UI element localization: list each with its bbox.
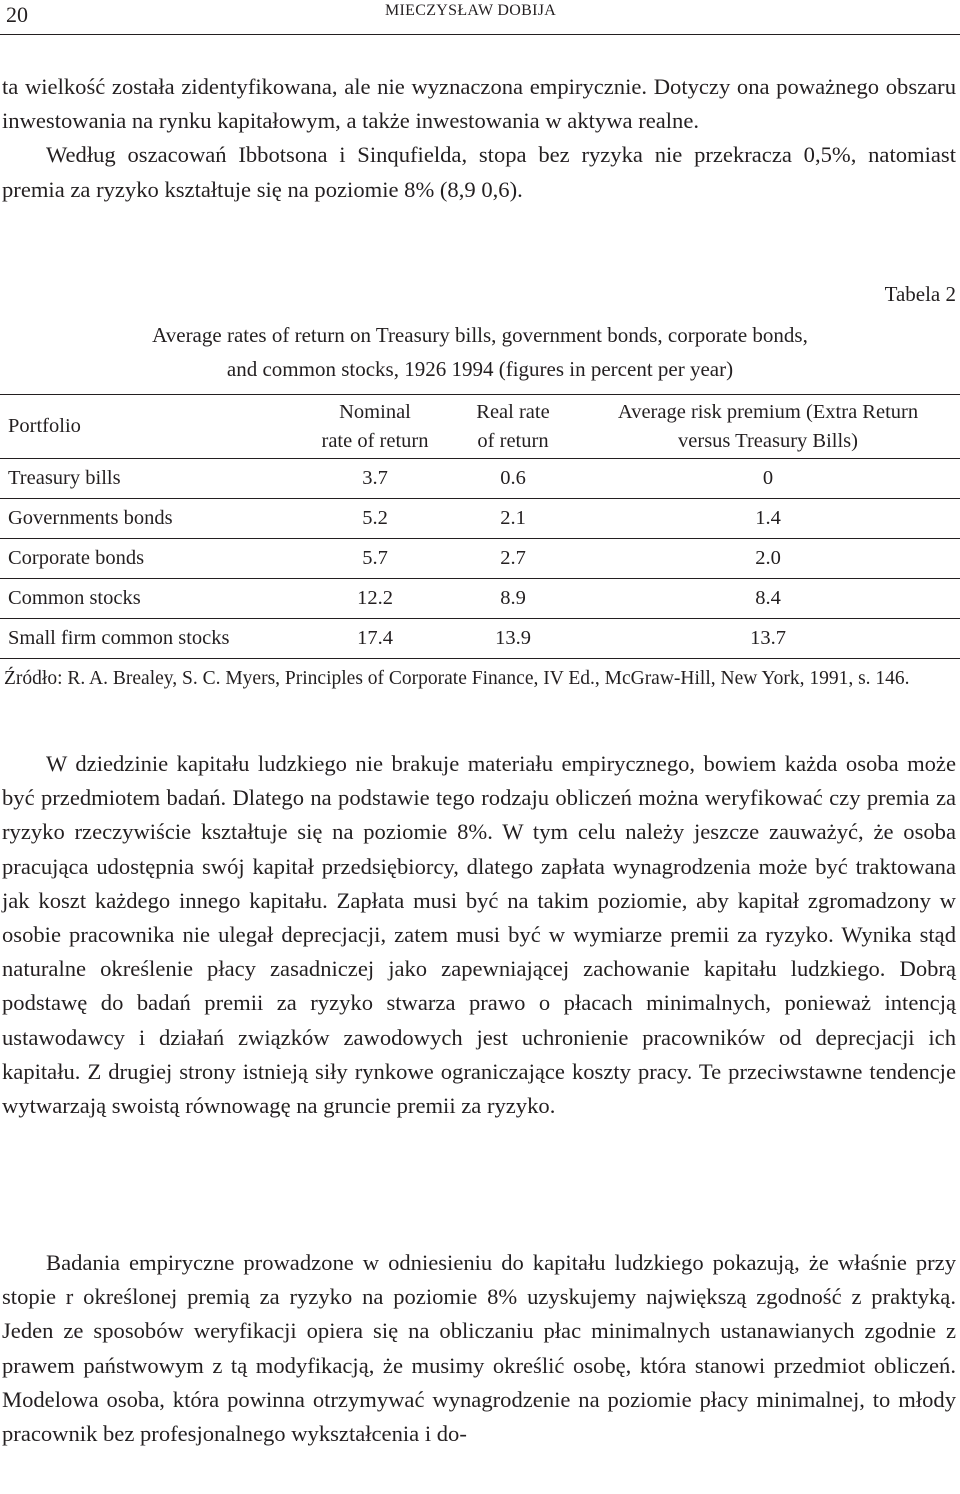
paragraph-human-capital: W dziedzinie kapitału ludzkiego nie brakuje materiału empirycznego, bowiem każda osoba może być przedmiotem badań. Dlatego na podstawie tego rodzaju obliczeń można weryfikować czy premia za ryzyko rzeczywiście kształtuje się na poziomie 8%. W tym celu należy jeszcze zauważyć, że osoba pracująca udostępnia swój kapitał przedsiębiorcy, dlatego zapłata wynagrodzenia może być traktowana jak koszt każdego innego kapitału. Zapłata musi być na takim poziomie, aby kapitał zgromadzony w osobie pracownika nie ulegał deprecjacji, zatem musi być w wymiarze premii za ryzyko. Wynika stąd naturalne określenie płacy zasadniczej jako zapewniającej zachowanie kapitału ludzkiego. Dobrą podstawę do badań premii za ryzyko stwarza prawo o płacach minimalnych, ponieważ intencją ustawodawcy i działań związków zawodowych jest uchronienie pracowników od deprecjacji ich kapitału. Z drugiej strony istnieją siły rynkowe ograniczające koszty pracy. Te przeciwstawne tendencje wytwarzają swoistą równowagę na gruncie premii za ryzyko.	[2, 751, 956, 1119]
cell-real: 8.9	[500, 587, 526, 609]
header-portfolio: Portfolio	[8, 415, 81, 437]
cell-portfolio: Corporate bonds	[8, 547, 145, 569]
cell-premium: 8.4	[755, 587, 781, 609]
header-premium-line1: Average risk premium (Extra Return	[617, 400, 919, 423]
header-premium	[576, 395, 960, 459]
table-header-row	[0, 395, 960, 459]
cell-portfolio: Small firm common stocks	[8, 627, 230, 649]
paragraph-intro	[2, 70, 956, 207]
page-number: 20	[6, 2, 28, 27]
header-nominal-line2: rate of return	[321, 429, 429, 452]
table-row	[0, 579, 960, 619]
cell-nominal: 12.2	[357, 587, 393, 609]
cell-nominal: 3.7	[362, 467, 388, 489]
returns-table	[0, 394, 960, 659]
table-caption-line1: Average rates of return on Treasury bills, government bonds, corporate bonds,	[152, 323, 808, 347]
table-row	[0, 539, 960, 579]
table-row	[0, 499, 960, 539]
header-nominal-line1: Nominal	[339, 400, 411, 423]
header-rule	[0, 34, 960, 35]
paragraph-intro-part1: ta wielkość została zidentyfikowana, ale nie wyznaczona empirycznie. Dotyczy ona poważnego obszaru inwestowania na rynku kapitałowym, a także inwestowania w aktywa realne.	[2, 74, 956, 134]
table-caption	[60, 318, 900, 386]
cell-real: 2.1	[500, 507, 526, 529]
header-premium-line2: versus Treasury Bills)	[678, 429, 858, 452]
cell-real: 2.7	[500, 547, 526, 569]
cell-portfolio: Governments bonds	[8, 507, 173, 529]
paragraph-intro-part2: Według oszacowań Ibbotsona i Sinqufielda, stopa bez ryzyka nie przekracza 0,5%, natomiast premia za ryzyko kształtuje się na poziomie 8% (8,9 0,6).	[2, 142, 956, 202]
cell-premium: 2.0	[755, 547, 781, 569]
cell-real: 13.9	[495, 627, 531, 649]
page-header	[0, 0, 960, 36]
cell-portfolio: Common stocks	[8, 587, 141, 609]
cell-premium: 1.4	[755, 507, 781, 529]
cell-premium: 13.7	[750, 627, 786, 649]
cell-premium: 0	[762, 467, 774, 489]
cell-portfolio: Treasury bills	[8, 467, 121, 489]
cell-nominal: 5.7	[362, 547, 388, 569]
header-real	[450, 395, 576, 459]
header-real-line2: of return	[477, 429, 549, 452]
table-label: Tabela 2	[884, 282, 956, 306]
cell-nominal: 17.4	[357, 627, 393, 649]
table-source: Źródło: R. A. Brealey, S. C. Myers, Principles of Corporate Finance, IV Ed., McGraw-Hill, New York, 1991, s. 146.	[4, 668, 910, 689]
running-head: MIECZYSŁAW DOBIJA	[385, 2, 557, 19]
table-row	[0, 459, 960, 499]
header-real-line1: Real rate	[476, 400, 550, 423]
table-row	[0, 619, 960, 659]
cell-nominal: 5.2	[362, 507, 388, 529]
cell-real: 0.6	[500, 467, 526, 489]
header-nominal	[300, 395, 450, 459]
paragraph-empirical-research: Badania empiryczne prowadzone w odniesieniu do kapitału ludzkiego pokazują, że właśnie przy stopie r określonej premią za ryzyko na poziomie 8% uzyskujemy największą zgodność z praktyką. Jeden ze sposobów weryfikacji opiera się na obliczaniu płac minimalnych ustanawianych zgodnie z prawem państwowym z tą modyfikacją, że musimy określić osobę, która stanowi przedmiot obliczeń. Modelowa osoba, która powinna otrzymywać wynagrodzenie na poziomie płacy minimalnej, to młody pracownik bez profesjonalnego wykształcenia i do-	[2, 1250, 956, 1447]
table-caption-line2: and common stocks, 1926 1994 (figures in percent per year)	[226, 357, 734, 381]
